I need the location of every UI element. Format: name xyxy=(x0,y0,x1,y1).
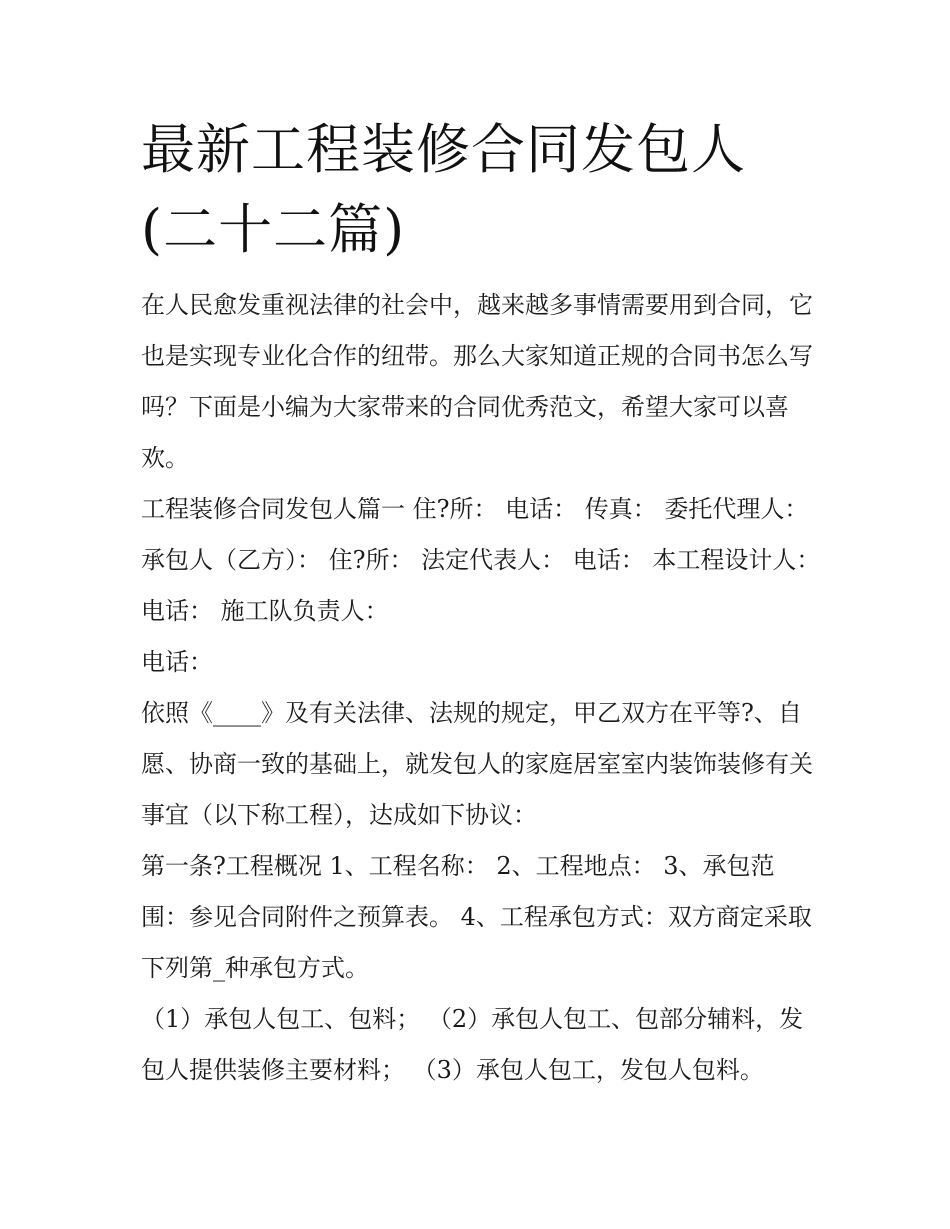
paragraph-agreement: 依照《____》及有关法律、法规的规定，甲乙双方在平等?、自愿、协商一致的基础上，就发包人的家庭居室室内装饰装修有关事宜（以下称工程），达成如下协议： xyxy=(141,699,813,829)
paragraph-article-one: 第一条?工程概况 1、工程名称： 2、工程地点： 3、承包范围：参见合同附件之预算表。 4、工程承包方式：双方商定采取下列第_种承包方式。 xyxy=(141,852,812,982)
paragraph-phone: 电话： xyxy=(141,648,213,676)
paragraph-intro: 在人民愈发重视法律的社会中，越来越多事情需要用到合同，它也是实现专业化合作的纽带。那么大家知道正规的合同书怎么写吗？下面是小编为大家带来的合同优秀范文，希望大家可以喜欢。 xyxy=(141,291,813,472)
paragraph-contract-methods: （1）承包人包工、包料； （2）承包人包工、包部分辅料，发包人提供装修主要材料； （3）承包人包工，发包人包料。 xyxy=(141,1005,804,1084)
document-title: 最新工程装修合同发包人(二十二篇) xyxy=(141,118,746,261)
paragraph-parties: 工程装修合同发包人篇一 住?所： 电话： 传真： 委托代理人： 承包人（乙方）： 住?所： 法定代表人： 电话： 本工程设计人： 电话： 施工队负责人： xyxy=(141,495,821,625)
document-page xyxy=(141,110,821,1096)
